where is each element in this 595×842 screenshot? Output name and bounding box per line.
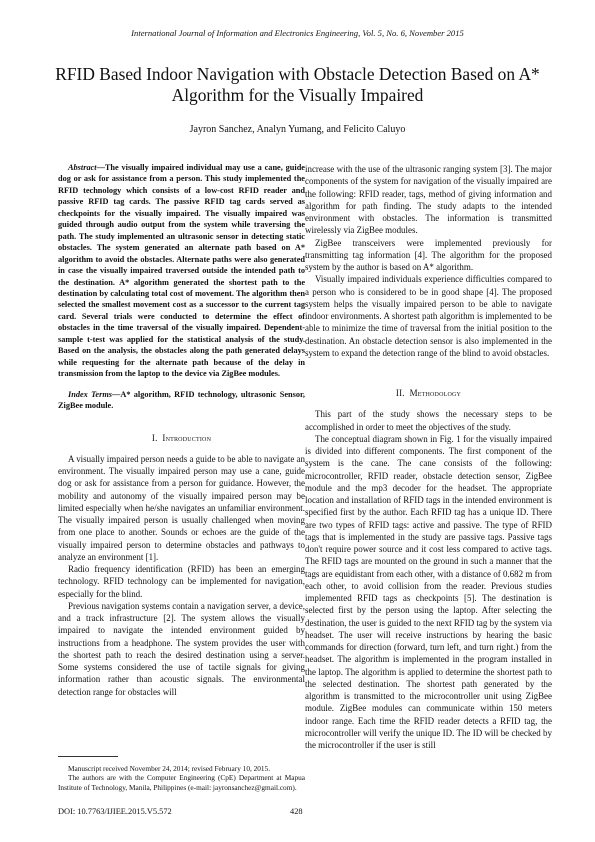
- paper-title: RFID Based Indoor Navigation with Obstacle Detection Based on A* Algorithm for the Visually Impaired: [55, 64, 540, 105]
- section-title-rest: ethodology: [417, 388, 462, 398]
- method-paragraph: This part of the study shows the necessary steps to be accomplished in order to meet the objectives of the study.: [305, 409, 552, 432]
- journal-header: International Journal of Information and Electronics Engineering, Vol. 5, No. 6, November 2015: [131, 28, 464, 38]
- section-heading-methodology: [305, 387, 552, 399]
- footnotes: [58, 764, 305, 792]
- index-terms-text: A* algorithm, RFID technology, ultrasonic Sensor, ZigBee module.: [58, 389, 306, 411]
- intro-paragraph: A visually impaired person needs a guide to be able to navigate an environment. The visually impaired person may use a cane, guide dog or ask for assistance from a person for guidance. However, the mobility and autonomy of the visually impaired person may be limited especially when he/she navigates an unfamiliar environment. The visually impaired person is usually challenged when moving from one place to another. Sounds or echoes are the guide of the visually impaired person to determine obstacles and pathways to analyze an environment [1].: [58, 453, 305, 562]
- author-list: Jayron Sanchez, Analyn Yumang, and Felicito Caluyo: [189, 124, 406, 135]
- section-title-initial: I: [162, 432, 166, 443]
- section-heading-introduction: [58, 432, 305, 444]
- doi: DOI: 10.7763/IJIEE.2015.V5.572: [58, 807, 172, 816]
- abstract: [58, 162, 305, 380]
- section-number: I.: [151, 432, 158, 443]
- intro-paragraph: Previous navigation systems contain a navigation server, a device, and a track infrastructure [2]. The system allows the visually impaired to navigate the intended environment guided by instructions from a headphone. The system provides the user with the shortest path to reach the desired destination using a server. Some systems considered the use of tactile signals for giving information rather than acoustic signals. The environmental detection range for obstacles will: [58, 600, 305, 697]
- footnote-affiliation: The authors are with the Computer Engineering (CpE) Department at Mapua Institute of Technology, Manila, Philippines (e-mail: jayronsanchez@gmail.com).: [58, 773, 305, 792]
- abstract-label: Abstract: [68, 163, 97, 172]
- section-title-rest: ntroduction: [165, 432, 212, 443]
- section-number: II.: [395, 388, 405, 398]
- body-paragraph: ZigBee transceivers were implemented previously for transmitting tag information [4]. The algorithm for the proposed system by the author is based on A* algorithm.: [305, 237, 552, 272]
- method-paragraph: The conceptual diagram shown in Fig. 1 for the visually impaired is divided into different components. The first component of the system is the cane. The cane consists of the following: microcontroller, RFID reader, obstacle detection sensor, ZigBee module and the mp3 decoder for the headset. The appropriate location and installation of RFID tags in the intended environment is specified first by the author. Each RFID tag has a unique ID. There are two types of RFID tags: active and passive. The type of RFID tags that is implemented in the study are passive tags. Passive tags don't require power source and it cost less compared to active tags. The RFID tags are mounted on the ground in such a manner that the tags are equidistant from each other, with a distance of 0.682 m from each other, to avoid collision from the reader. Previous studies implemented RFID tags as checkpoints [5]. The destination is selected first by the person using the laptop. After selecting the destination, the user is guided to the next RFID tag by the system via headset. The user will receive instructions by hearing the basic commands for direction (forward, turn left, and turn right.) from the headset. The algorithm is implemented in the program installed in the laptop. The algorithm is applied to determine the shortest path to the selected destination. The shortest path generated by the algorithm is transmitted to the microcontroller unit using ZigBee module. ZigBee modules can communicate within 150 meters indoor range. Each time the RFID reader detects a RFID tag, the microcontroller will verify the unique ID. The ID will be checked by the microcontroller if the user is still: [305, 433, 552, 750]
- index-terms-dash: —: [112, 389, 121, 399]
- index-terms: [58, 389, 305, 412]
- left-column: [58, 162, 305, 698]
- index-terms-label: Index Terms: [68, 389, 113, 399]
- abstract-dash: —: [96, 163, 105, 172]
- body-paragraph: increase with the use of the ultrasonic ranging system [3]. The major components of the system for navigation of the visually impaired are the following: RFID reader, tags, method of giving information and algorithm for path finding. The study adapts to the intended environment with obstacles. The information is transmitted wirelessly via ZigBee modules.: [305, 164, 552, 236]
- intro-paragraph: Radio frequency identification (RFID) has been an emerging technology. RFID technology can be implemented for navigation, especially for the blind.: [58, 564, 305, 599]
- right-column: [305, 163, 552, 751]
- footnote-divider: [58, 756, 118, 757]
- abstract-text: The visually impaired individual may use a cane, guide dog or ask for assistance from a person. This study implemented the RFID technology which consists of a low-cost RFID reader and passive RFID tag cards. The passive RFID tag cards served as checkpoints for the visually impaired. The visually impaired was guided through audio output from the system while traversing the path. The study implemented an ultrasonic sensor in detecting static obstacles. The system generated an alternate path based on A* algorithm to avoid the obstacles. Alternate paths were also generated in case the visually impaired traversed outside the intended path to the destination. A* algorithm generated the shortest path to the destination by calculating total cost of movement. The algorithm then selected the smallest movement cost as a successor to the current tag card. Several trials were conducted to determine the effect of obstacles in the time traversal of the visually impaired. Dependent-sample t-test was applied for the statistical analysis of the study. Based on the analysis, the obstacles along the path generated delays while requesting for the alternate path because of the delay in transmission from the laptop to the device via ZigBee modules.: [58, 163, 305, 379]
- body-paragraph: Visually impaired individuals experience difficulties compared to a person who is considered to be in good shape [4]. The proposed system helps the visually impaired person to be able to navigate indoor environments. A shortest path algorithm is implemented to be able to minimize the time of traversal from the initial position to the destination. An obstacle detection sensor is also implemented in the system to expand the detection range of the blind to avoid obstacles.: [305, 274, 552, 358]
- page-number: 428: [290, 807, 303, 816]
- footnote-received: Manuscript received November 24, 2014; revised February 10, 2015.: [68, 764, 271, 773]
- section-title-initial: M: [409, 388, 418, 398]
